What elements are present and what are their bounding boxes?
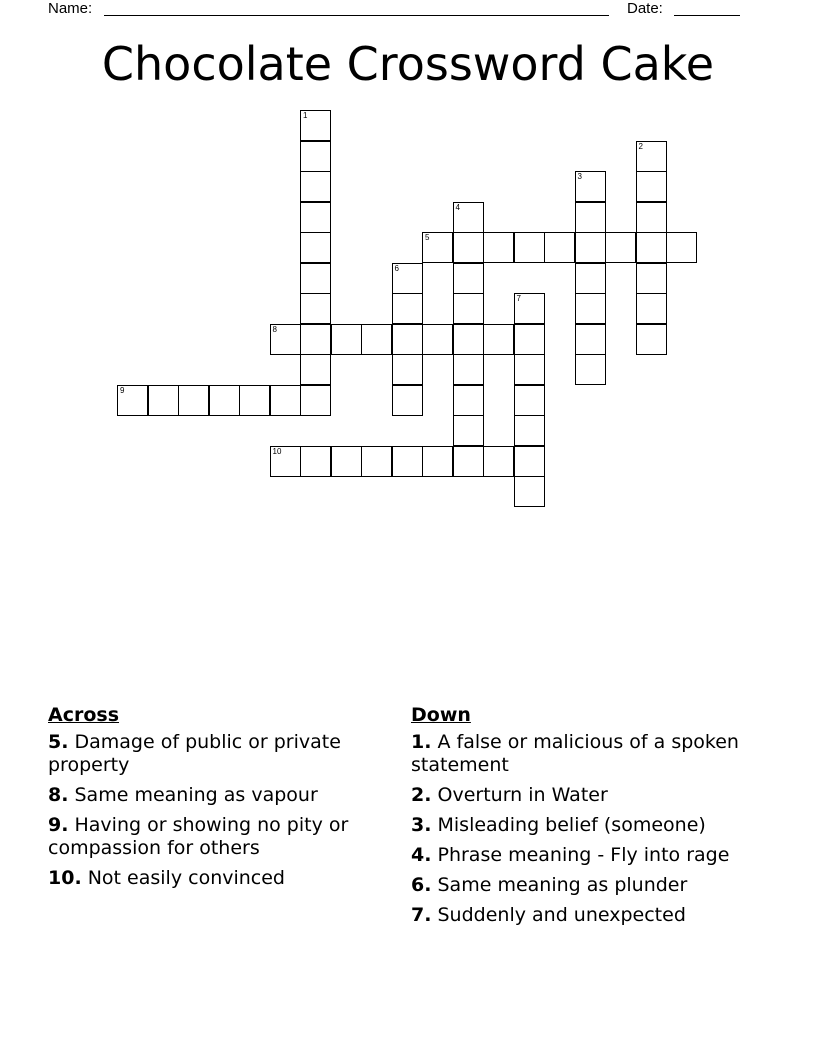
clue-item	[411, 844, 751, 867]
down-clues	[411, 703, 751, 934]
clue-num: 7.	[411, 904, 432, 926]
clue-text: Overturn in Water	[437, 784, 608, 806]
crossword-cell[interactable]	[361, 324, 392, 355]
clue-num: 1.	[411, 731, 432, 753]
crossword-cell[interactable]	[575, 202, 606, 233]
crossword-cell[interactable]	[422, 232, 453, 263]
crossword-cell[interactable]	[453, 415, 484, 446]
page-title: Chocolate Crossword Cake	[101, 37, 715, 91]
crossword-cell[interactable]	[270, 385, 301, 416]
clue-num: 4.	[411, 844, 432, 866]
crossword-cell[interactable]	[544, 232, 575, 263]
clue-number: 9	[120, 385, 125, 395]
crossword-cell[interactable]	[422, 324, 453, 355]
crossword-cell[interactable]	[514, 476, 545, 507]
clue-num: 8.	[48, 784, 69, 806]
down-clue-list	[411, 731, 751, 927]
down-heading: Down	[411, 704, 471, 726]
crossword-cell[interactable]	[514, 293, 545, 324]
crossword-cell[interactable]	[514, 324, 545, 355]
crossword-cell[interactable]	[300, 232, 331, 263]
clue-num: 10.	[48, 867, 82, 889]
crossword-cell[interactable]	[392, 263, 423, 294]
crossword-cell[interactable]	[575, 263, 606, 294]
crossword-cell[interactable]	[453, 293, 484, 324]
clue-item	[411, 784, 751, 807]
clue-text: Same meaning as plunder	[437, 874, 688, 896]
crossword-cell[interactable]	[392, 446, 423, 477]
crossword-cell[interactable]	[514, 446, 545, 477]
clue-number: 10	[272, 446, 282, 456]
crossword-cell[interactable]	[514, 385, 545, 416]
crossword-cell[interactable]	[453, 263, 484, 294]
crossword-cell[interactable]	[453, 446, 484, 477]
clue-number: 5	[425, 233, 430, 242]
clue-text: Damage of public or private property	[48, 731, 341, 776]
clue-number: 2	[638, 141, 643, 151]
clue-item	[48, 784, 388, 807]
clue-text: Not easily convinced	[87, 867, 285, 889]
crossword-cell[interactable]	[300, 293, 331, 324]
clue-number: 1	[303, 111, 308, 120]
clue-text: Suddenly and unexpected	[437, 904, 686, 926]
crossword-cell[interactable]	[453, 354, 484, 385]
crossword-cell[interactable]	[636, 232, 667, 263]
date-label: Date:	[627, 0, 663, 17]
crossword-cell[interactable]	[514, 232, 545, 263]
clue-number: 4	[455, 202, 460, 212]
clue-num: 5.	[48, 731, 69, 753]
crossword-cell[interactable]	[178, 385, 209, 416]
crossword-cell[interactable]	[331, 446, 362, 477]
clue-text: Having or showing no pity or compassion for others	[48, 814, 349, 859]
crossword-cell[interactable]	[300, 354, 331, 385]
crossword-cell[interactable]	[300, 171, 331, 202]
crossword-cell[interactable]	[422, 446, 453, 477]
crossword-cell[interactable]	[575, 354, 606, 385]
crossword-cell[interactable]	[636, 141, 667, 172]
crossword-cell[interactable]	[453, 232, 484, 263]
clue-number: 3	[577, 172, 582, 181]
crossword-cell[interactable]	[575, 232, 606, 263]
across-clues	[48, 703, 388, 897]
across-heading: Across	[48, 704, 120, 726]
clue-num: 3.	[411, 814, 432, 836]
crossword-cell[interactable]	[483, 232, 514, 263]
crossword-cell[interactable]	[392, 385, 423, 416]
crossword-cell[interactable]	[575, 324, 606, 355]
crossword-cell[interactable]	[636, 263, 667, 294]
clue-number: 8	[272, 324, 277, 334]
crossword-cell[interactable]	[666, 232, 697, 263]
crossword-cell[interactable]	[575, 171, 606, 202]
clue-number: 6	[394, 263, 399, 273]
clue-text: Phrase meaning - Fly into rage	[437, 844, 730, 866]
crossword-cell[interactable]	[361, 446, 392, 477]
crossword-cell[interactable]	[300, 141, 331, 172]
clue-num: 2.	[411, 784, 432, 806]
crossword-cell[interactable]	[453, 324, 484, 355]
clue-item	[411, 814, 751, 837]
clue-num: 6.	[411, 874, 432, 896]
crossword-cell[interactable]	[300, 263, 331, 294]
crossword-cell[interactable]	[300, 446, 331, 477]
crossword-cell[interactable]	[117, 385, 148, 416]
crossword-cell[interactable]	[300, 202, 331, 233]
crossword-cell[interactable]	[209, 385, 240, 416]
clue-item	[411, 731, 751, 777]
crossword-cell[interactable]	[605, 232, 636, 263]
crossword-cell[interactable]	[453, 202, 484, 233]
clue-text: A false or malicious of a spoken statement	[411, 731, 739, 776]
crossword-cell[interactable]	[239, 385, 270, 416]
crossword-cell[interactable]	[392, 293, 423, 324]
crossword-cell[interactable]	[392, 324, 423, 355]
clue-item	[48, 814, 388, 860]
clue-text: Misleading belief (someone)	[437, 814, 706, 836]
clue-item	[48, 731, 388, 777]
clue-item	[411, 904, 751, 927]
crossword-cell[interactable]	[300, 110, 331, 141]
crossword-cell[interactable]	[300, 324, 331, 355]
crossword-cell[interactable]	[270, 446, 301, 477]
clue-item	[411, 874, 751, 897]
clue-item	[48, 867, 388, 890]
clue-number: 7	[516, 294, 521, 303]
crossword-cell[interactable]	[636, 202, 667, 233]
clue-num: 9.	[48, 814, 69, 836]
crossword-cell[interactable]	[636, 171, 667, 202]
crossword-cell[interactable]	[300, 385, 331, 416]
clue-text: Same meaning as vapour	[74, 784, 318, 806]
crossword-cell[interactable]	[331, 324, 362, 355]
crossword-cell[interactable]	[575, 293, 606, 324]
crossword-cell[interactable]	[636, 293, 667, 324]
across-clue-list	[48, 731, 388, 890]
crossword-cell[interactable]	[270, 324, 301, 355]
crossword-cell[interactable]	[514, 415, 545, 446]
crossword-cell[interactable]	[514, 354, 545, 385]
crossword-cell[interactable]	[392, 354, 423, 385]
crossword-cell[interactable]	[636, 324, 667, 355]
crossword-cell[interactable]	[148, 385, 179, 416]
name-label: Name:	[48, 0, 93, 17]
crossword-cell[interactable]	[453, 385, 484, 416]
crossword-cell[interactable]	[483, 324, 514, 355]
crossword-cell[interactable]	[483, 446, 514, 477]
